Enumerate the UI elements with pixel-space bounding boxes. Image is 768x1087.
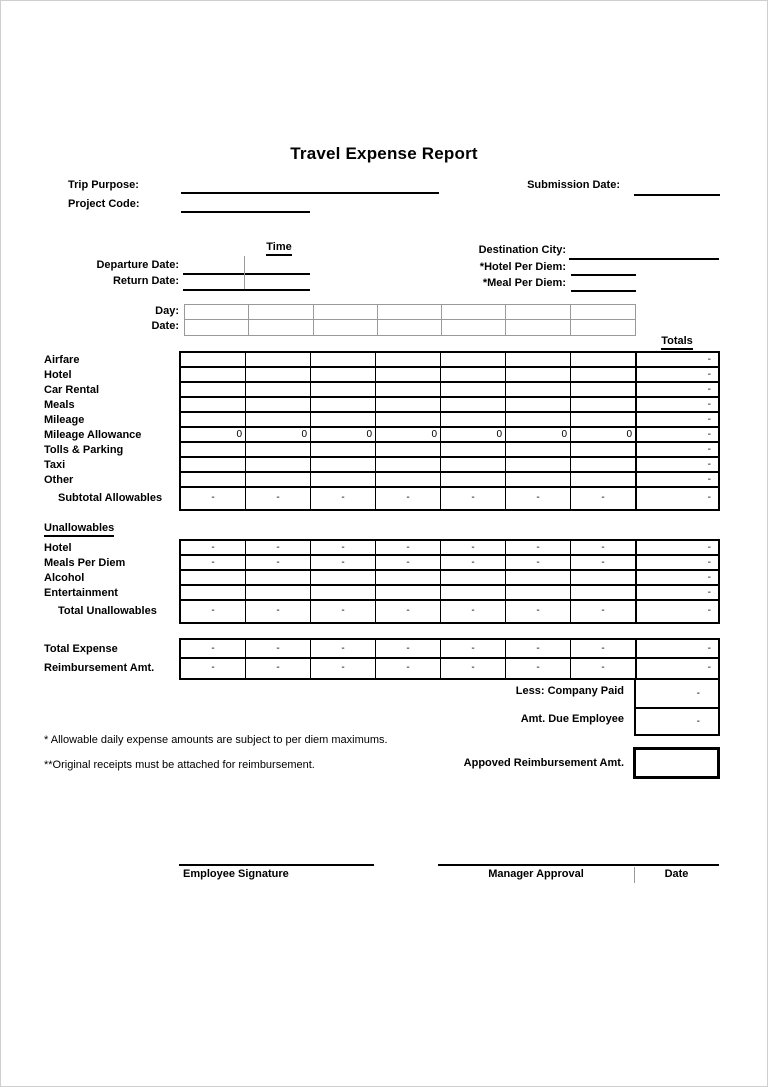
unallowables-row-label-meals-per-diem: Meals Per Diem [44,557,126,569]
allowables-car-rental-day6[interactable] [506,383,571,398]
unallowables-entertainment-day2[interactable] [246,586,311,601]
allowables-car-rental-day4[interactable] [376,383,441,398]
day-cell-5[interactable] [442,305,506,320]
unallowables-meals-per-diem-day5[interactable]: - [441,556,506,571]
unallowables-row-label-alcohol: Alcohol [44,572,85,584]
return-date-field[interactable] [183,289,310,291]
receipts-footnote: **Original receipts must be attached for reimbursement. [44,759,315,771]
allowables-subtotal-allowables-day7[interactable]: - [571,488,636,509]
day-cell-6[interactable] [506,305,570,320]
allowables-taxi-day2[interactable] [246,458,311,473]
submission-date-label: Submission Date: [527,179,620,191]
allowables-mileage-allowance-day6[interactable]: 0 [506,428,571,443]
unallowables-entertainment-day6[interactable] [506,586,571,601]
allowables-car-rental-total[interactable]: - [636,383,718,398]
date-cell-5[interactable] [442,320,506,335]
unallowables-alcohol-day6[interactable] [506,571,571,586]
grand-total-expense-day2[interactable]: - [246,640,311,659]
meal-per-diem-field[interactable] [571,290,636,292]
hotel-per-diem-label: *Hotel Per Diem: [479,261,566,273]
day-date-grid [184,304,636,336]
allowables-subtotal-allowables-day1[interactable]: - [181,488,246,509]
allowables-meals-day6[interactable] [506,398,571,413]
allowables-airfare-day3[interactable] [311,353,376,368]
grand-total-expense-day7[interactable]: - [571,640,636,659]
unallowables-total-unallowables-day4[interactable]: - [376,601,441,622]
allowables-hotel-day6[interactable] [506,368,571,383]
grand-total-row-labels [44,640,176,678]
allowables-tolls-parking-day6[interactable] [506,443,571,458]
allowables-other-day4[interactable] [376,473,441,488]
meal-per-diem-label: *Meal Per Diem: [482,277,566,289]
manager-approval-label: Manager Approval [488,868,584,880]
allowables-row-label-airfare: Airfare [44,354,80,366]
destination-city-field[interactable] [569,258,719,260]
unallowables-table [179,539,720,624]
amt-due-employee-cell[interactable] [634,707,720,736]
allowables-row-label-other: Other [44,474,74,486]
day-cell-2[interactable] [249,305,313,320]
amt-due-employee-label: Amt. Due Employee [520,713,624,725]
date-cell-1[interactable] [185,320,249,335]
allowables-taxi-day6[interactable] [506,458,571,473]
destination-city-label: Destination City: [478,244,566,256]
unallowables-hotel-day6[interactable]: - [506,541,571,556]
date-row-label: Date: [151,320,179,332]
signature-date-label: Date [664,868,689,880]
allowables-mileage-day5[interactable] [441,413,506,428]
grand-reimbursement-amt-day1[interactable]: - [181,659,246,678]
allowables-subtotal-allowables-day3[interactable]: - [311,488,376,509]
allowables-taxi-day1[interactable] [181,458,246,473]
allowables-mileage-allowance-day7[interactable]: 0 [571,428,636,443]
unallowables-entertainment-day7[interactable] [571,586,636,601]
unallowables-total-unallowables-day3[interactable]: - [311,601,376,622]
allowables-mileage-allowance-day3[interactable]: 0 [311,428,376,443]
day-cell-4[interactable] [378,305,442,320]
employee-signature-line[interactable] [179,864,374,866]
allowables-tolls-parking-day7[interactable] [571,443,636,458]
allowables-taxi-total[interactable]: - [636,458,718,473]
day-row-label: Day: [155,305,179,317]
allowables-mileage-allowance-day1[interactable]: 0 [181,428,246,443]
allowables-row-label-taxi: Taxi [44,459,66,471]
unallowables-hotel-day1[interactable]: - [181,541,246,556]
allowables-airfare-day1[interactable] [181,353,246,368]
grand-total-expense-day4[interactable]: - [376,640,441,659]
grand-total-expense-day1[interactable]: - [181,640,246,659]
unallowables-meals-per-diem-day2[interactable]: - [246,556,311,571]
grand-total-expense-day5[interactable]: - [441,640,506,659]
unallowables-entertainment-day4[interactable] [376,586,441,601]
allowables-table [179,351,720,511]
unallowables-meals-per-diem-day4[interactable]: - [376,556,441,571]
allowables-other-day3[interactable] [311,473,376,488]
allowables-hotel-day3[interactable] [311,368,376,383]
allowables-taxi-day7[interactable] [571,458,636,473]
allowables-row-label-meals: Meals [44,399,75,411]
per-diem-footnote: * Allowable daily expense amounts are subject to per diem maximums. [44,734,388,746]
allowables-car-rental-day7[interactable] [571,383,636,398]
departure-date-label: Departure Date: [96,259,179,271]
allowables-other-day1[interactable] [181,473,246,488]
allowables-tolls-parking-day5[interactable] [441,443,506,458]
time-column-header: Time [253,241,305,254]
unallowables-entertainment-total[interactable]: - [636,586,718,601]
allowables-taxi-day5[interactable] [441,458,506,473]
allowables-row-label-subtotal-allowables: Subtotal Allowables [58,492,163,504]
allowables-mileage-allowance-day2[interactable]: 0 [246,428,311,443]
grand-reimbursement-amt-day3[interactable]: - [311,659,376,678]
unallowables-meals-per-diem-day3[interactable]: - [311,556,376,571]
allowables-tolls-parking-day3[interactable] [311,443,376,458]
allowables-car-rental-day1[interactable] [181,383,246,398]
less-company-paid-value: - [696,688,700,699]
allowables-tolls-parking-total[interactable]: - [636,443,718,458]
allowables-airfare-total[interactable]: - [636,353,718,368]
unallowables-hotel-day2[interactable]: - [246,541,311,556]
grand-reimbursement-amt-total[interactable]: - [636,659,718,678]
unallowables-alcohol-day2[interactable] [246,571,311,586]
allowables-row-label-hotel: Hotel [44,369,72,381]
allowables-other-day6[interactable] [506,473,571,488]
allowables-mileage-day3[interactable] [311,413,376,428]
unallowables-total-unallowables-day2[interactable]: - [246,601,311,622]
date-time-divider [244,256,245,289]
allowables-hotel-day4[interactable] [376,368,441,383]
unallowables-entertainment-day1[interactable] [181,586,246,601]
unallowables-total-unallowables-day7[interactable]: - [571,601,636,622]
unallowables-meals-per-diem-day6[interactable]: - [506,556,571,571]
allowables-airfare-day7[interactable] [571,353,636,368]
allowables-mileage-day1[interactable] [181,413,246,428]
grand-row-label-total-expense: Total Expense [44,643,118,655]
allowables-hotel-day5[interactable] [441,368,506,383]
allowables-subtotal-allowables-day5[interactable]: - [441,488,506,509]
allowables-tolls-parking-day1[interactable] [181,443,246,458]
grand-row-label-reimbursement-amt: Reimbursement Amt. [44,662,155,674]
grand-reimbursement-amt-day7[interactable]: - [571,659,636,678]
unallowables-alcohol-day4[interactable] [376,571,441,586]
allowables-subtotal-allowables-day6[interactable]: - [506,488,571,509]
allowables-row-label-tolls-parking: Tolls & Parking [44,444,124,456]
departure-date-field[interactable] [183,273,310,275]
approved-reimbursement-label: Appoved Reimbursement Amt. [463,757,624,769]
project-code-field[interactable] [181,211,310,213]
allowables-mileage-day7[interactable] [571,413,636,428]
unallowables-alcohol-day5[interactable] [441,571,506,586]
allowables-row-label-mileage: Mileage [44,414,85,426]
allowables-meals-total[interactable]: - [636,398,718,413]
grand-reimbursement-amt-day5[interactable]: - [441,659,506,678]
unallowables-meals-per-diem-day7[interactable]: - [571,556,636,571]
allowables-subtotal-allowables-total[interactable]: - [636,488,718,509]
unallowables-section-label: Unallowables [44,522,114,535]
allowables-airfare-day4[interactable] [376,353,441,368]
allowables-row-labels [44,353,176,509]
unallowables-meals-per-diem-total[interactable]: - [636,556,718,571]
unallowables-total-unallowables-day5[interactable]: - [441,601,506,622]
allowables-car-rental-day3[interactable] [311,383,376,398]
unallowables-meals-per-diem-day1[interactable]: - [181,556,246,571]
unallowables-hotel-day3[interactable]: - [311,541,376,556]
allowables-car-rental-day2[interactable] [246,383,311,398]
manager-approval-line[interactable] [438,864,719,866]
allowables-other-day2[interactable] [246,473,311,488]
grand-reimbursement-amt-day6[interactable]: - [506,659,571,678]
unallowables-total-unallowables-day6[interactable]: - [506,601,571,622]
grand-reimbursement-amt-day2[interactable]: - [246,659,311,678]
allowables-hotel-day1[interactable] [181,368,246,383]
unallowables-row-labels [44,541,176,622]
submission-date-field[interactable] [634,194,720,196]
allowables-mileage-day4[interactable] [376,413,441,428]
less-company-paid-label: Less: Company Paid [515,685,624,697]
allowables-meals-day4[interactable] [376,398,441,413]
grand-total-expense-day6[interactable]: - [506,640,571,659]
grand-total-expense-day3[interactable]: - [311,640,376,659]
day-cell-3[interactable] [314,305,378,320]
allowables-mileage-allowance-day4[interactable]: 0 [376,428,441,443]
allowables-airfare-day2[interactable] [246,353,311,368]
allowables-subtotal-allowables-day2[interactable]: - [246,488,311,509]
date-cell-6[interactable] [506,320,570,335]
allowables-subtotal-allowables-day4[interactable]: - [376,488,441,509]
allowables-tolls-parking-day2[interactable] [246,443,311,458]
less-company-paid-cell[interactable] [634,678,720,709]
allowables-row-label-mileage-allowance: Mileage Allowance [44,429,142,441]
unallowables-hotel-day7[interactable]: - [571,541,636,556]
hotel-per-diem-field[interactable] [571,274,636,276]
project-code-label: Project Code: [68,198,140,210]
unallowables-row-label-entertainment: Entertainment [44,587,118,599]
unallowables-row-label-hotel: Hotel [44,542,72,554]
unallowables-hotel-day5[interactable]: - [441,541,506,556]
unallowables-total-unallowables-total[interactable]: - [636,601,718,622]
grand-reimbursement-amt-day4[interactable]: - [376,659,441,678]
return-date-label: Return Date: [112,275,179,287]
allowables-other-day5[interactable] [441,473,506,488]
allowables-other-total[interactable]: - [636,473,718,488]
allowables-meals-day1[interactable] [181,398,246,413]
allowables-car-rental-day5[interactable] [441,383,506,398]
allowables-airfare-day6[interactable] [506,353,571,368]
allowables-mileage-allowance-day5[interactable]: 0 [441,428,506,443]
allowables-hotel-day2[interactable] [246,368,311,383]
date-cell-2[interactable] [249,320,313,335]
approved-reimbursement-cell[interactable] [633,747,720,779]
unallowables-alcohol-total[interactable]: - [636,571,718,586]
allowables-mileage-total[interactable]: - [636,413,718,428]
allowables-row-label-car-rental: Car Rental [44,384,100,396]
employee-signature-label: Employee Signature [183,868,289,880]
grand-total-table [179,638,720,680]
unallowables-entertainment-day5[interactable] [441,586,506,601]
trip-purpose-label: Trip Purpose: [68,179,139,191]
trip-purpose-field[interactable] [181,192,439,194]
allowables-meals-day2[interactable] [246,398,311,413]
day-cell-7[interactable] [571,305,635,320]
allowables-airfare-day5[interactable] [441,353,506,368]
amt-due-employee-value: - [696,716,700,727]
allowables-mileage-day2[interactable] [246,413,311,428]
unallowables-hotel-total[interactable]: - [636,541,718,556]
totals-column-header: Totals [634,335,720,348]
date-cell-7[interactable] [571,320,635,335]
unallowables-row-label-total-unallowables: Total Unallowables [58,605,157,617]
unallowables-alcohol-day1[interactable] [181,571,246,586]
allowables-taxi-day4[interactable] [376,458,441,473]
page-title: Travel Expense Report [290,144,478,163]
allowables-hotel-total[interactable]: - [636,368,718,383]
unallowables-total-unallowables-day1[interactable]: - [181,601,246,622]
allowables-mileage-allowance-total[interactable]: - [636,428,718,443]
allowables-meals-day7[interactable] [571,398,636,413]
allowables-tolls-parking-day4[interactable] [376,443,441,458]
allowables-meals-day3[interactable] [311,398,376,413]
grand-total-expense-total[interactable]: - [636,640,718,659]
allowables-other-day7[interactable] [571,473,636,488]
date-cell-4[interactable] [378,320,442,335]
allowables-taxi-day3[interactable] [311,458,376,473]
unallowables-entertainment-day3[interactable] [311,586,376,601]
allowables-hotel-day7[interactable] [571,368,636,383]
allowables-meals-day5[interactable] [441,398,506,413]
allowables-mileage-day6[interactable] [506,413,571,428]
date-cell-3[interactable] [314,320,378,335]
unallowables-alcohol-day3[interactable] [311,571,376,586]
unallowables-alcohol-day7[interactable] [571,571,636,586]
unallowables-hotel-day4[interactable]: - [376,541,441,556]
day-cell-1[interactable] [185,305,249,320]
